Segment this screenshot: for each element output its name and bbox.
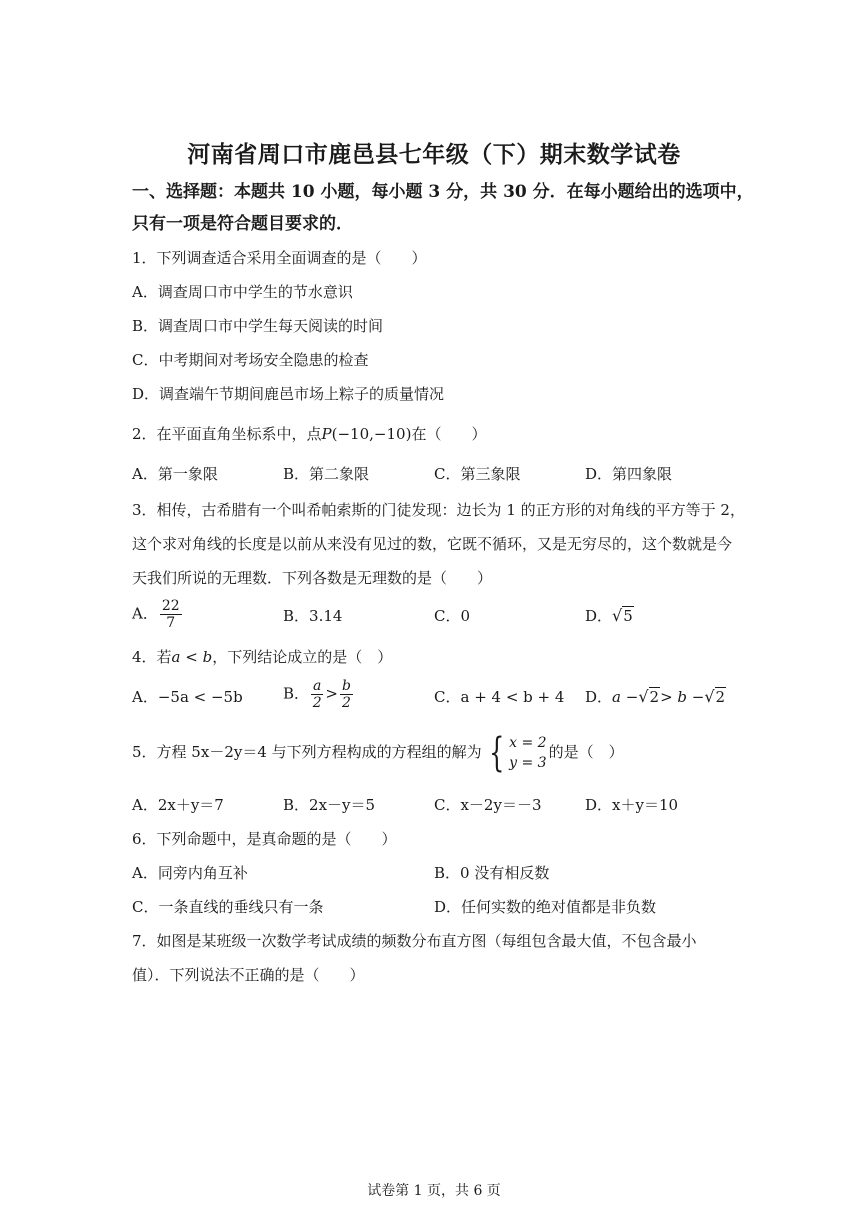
q4-fraction-b (340, 678, 353, 711)
q4-d-part1: a − (612, 688, 639, 706)
q5-option-c: C．x－2y＝－3 (434, 796, 542, 814)
q4-option-a: A．−5a < −5b (132, 688, 243, 706)
sqrt-symbol: √2 (704, 687, 726, 706)
q5-option-b: B．2x－y＝5 (283, 796, 376, 814)
q3-line1: 3．相传，古希腊有一个叫希帕索斯的门徒发现：边长为 1 的正方形的对角线的平方等于 2， (132, 501, 745, 519)
q3-line2: 这个求对角线的长度是以前从来没有见过的数，它既不循环，又是无穷尽的，这个数就是今 (132, 535, 733, 553)
q3-option-a-label: A． (132, 604, 158, 623)
q4-option-b (283, 678, 355, 711)
system-line-2: y = 3 (509, 755, 547, 771)
q4-stem-pre: 4．若 (132, 648, 172, 666)
q4-option-d-label: D． (585, 688, 613, 706)
q4-stem (132, 646, 392, 668)
fraction-denominator: 2 (341, 695, 351, 711)
q3-option-d-label: D． (585, 607, 613, 625)
q7-line1: 7．如图是某班级一次数学考试成绩的频数分布直方图（每组包含最大值，不包含最小 (132, 932, 697, 950)
q2-stem-pre: 2．在平面直角坐标系中，点 (132, 425, 322, 443)
section-heading-line1: 一、选择题：本题共 10 小题，每小题 3 分，共 30 分．在每小题给出的选项中， (132, 182, 754, 202)
q3-option-b: B．3.14 (283, 607, 343, 625)
q1-option-a: A．调查周口市中学生的节水意识 (132, 283, 353, 301)
q4-option-b-label: B． (283, 684, 310, 703)
q6-option-c: C．一条直线的垂线只有一条 (132, 898, 324, 916)
q4-option-c: C．a + 4 < b + 4 (434, 688, 565, 706)
q6-option-b: B．0 没有相反数 (434, 864, 550, 882)
q5-option-d: D．x＋y＝10 (585, 796, 679, 814)
exam-title: 河南省周口市鹿邑县七年级（下）期末数学试卷 (187, 141, 681, 168)
radicand: 2 (649, 688, 660, 706)
page-footer: 试卷第 1 页，共 6 页 (367, 1183, 501, 1199)
q3-option-d (585, 605, 634, 627)
fraction-numerator: b (341, 678, 351, 694)
q6-option-d: D．任何实数的绝对值都是非负数 (434, 898, 657, 916)
q1-stem: 1．下列调查适合采用全面调查的是（ ） (132, 249, 427, 267)
q1-option-b: B．调查周口市中学生每天阅读的时间 (132, 317, 384, 335)
fraction-denominator: 2 (312, 695, 322, 711)
q2-point: P (321, 425, 332, 443)
q2-coords: (−10,−10) (331, 425, 412, 443)
sqrt-symbol: √5 (612, 606, 633, 625)
q4-op: > (325, 684, 338, 703)
q5-stem (132, 730, 624, 776)
q2-stem (132, 423, 486, 445)
q1-option-c: C．中考期间对考场安全隐患的检查 (132, 351, 369, 369)
brace-icon: { (488, 730, 505, 776)
fraction-numerator: a (313, 678, 322, 694)
q4-condition: a < b (171, 648, 213, 666)
q2-option-a: A．第一象限 (132, 465, 218, 483)
sqrt-symbol: √2 (638, 687, 660, 706)
q2-option-c: C．第三象限 (434, 465, 521, 483)
q2-stem-post: 在（ ） (411, 425, 487, 443)
q4-option-d (585, 686, 726, 708)
q7-line2: 值）．下列说法不正确的是（ ） (132, 966, 365, 984)
q4-fraction-a (311, 678, 323, 711)
fraction-numerator: 22 (161, 598, 180, 614)
q3-fraction (160, 598, 182, 631)
q3-option-a (132, 598, 184, 631)
q2-option-b: B．第二象限 (283, 465, 370, 483)
q2-option-d: D．第四象限 (585, 465, 673, 483)
radicand: 5 (623, 607, 633, 625)
q1-option-d: D．调查端午节期间鹿邑市场上粽子的质量情况 (132, 385, 445, 403)
system-line-1: x = 2 (509, 735, 547, 751)
q5-stem-post: 的是（ ） (548, 743, 624, 761)
equation-system (484, 730, 547, 776)
q6-option-a: A．同旁内角互补 (132, 864, 248, 882)
q4-d-part2: > b − (660, 688, 705, 706)
q3-option-c: C．0 (434, 607, 471, 625)
q6-stem: 6．下列命题中，是真命题的是（ ） (132, 830, 397, 848)
fraction-denominator: 7 (166, 615, 176, 631)
radicand: 2 (715, 688, 726, 706)
q5-stem-pre: 5．方程 5x－2y＝4 与下列方程构成的方程组的解为 (132, 743, 482, 761)
section-heading-line2: 只有一项是符合题目要求的． (132, 214, 353, 234)
q5-option-a: A．2x＋y＝7 (132, 796, 224, 814)
q3-line3: 天我们所说的无理数．下列各数是无理数的是（ ） (132, 569, 493, 587)
q4-stem-post: ，下列结论成立的是（ ） (212, 648, 393, 666)
